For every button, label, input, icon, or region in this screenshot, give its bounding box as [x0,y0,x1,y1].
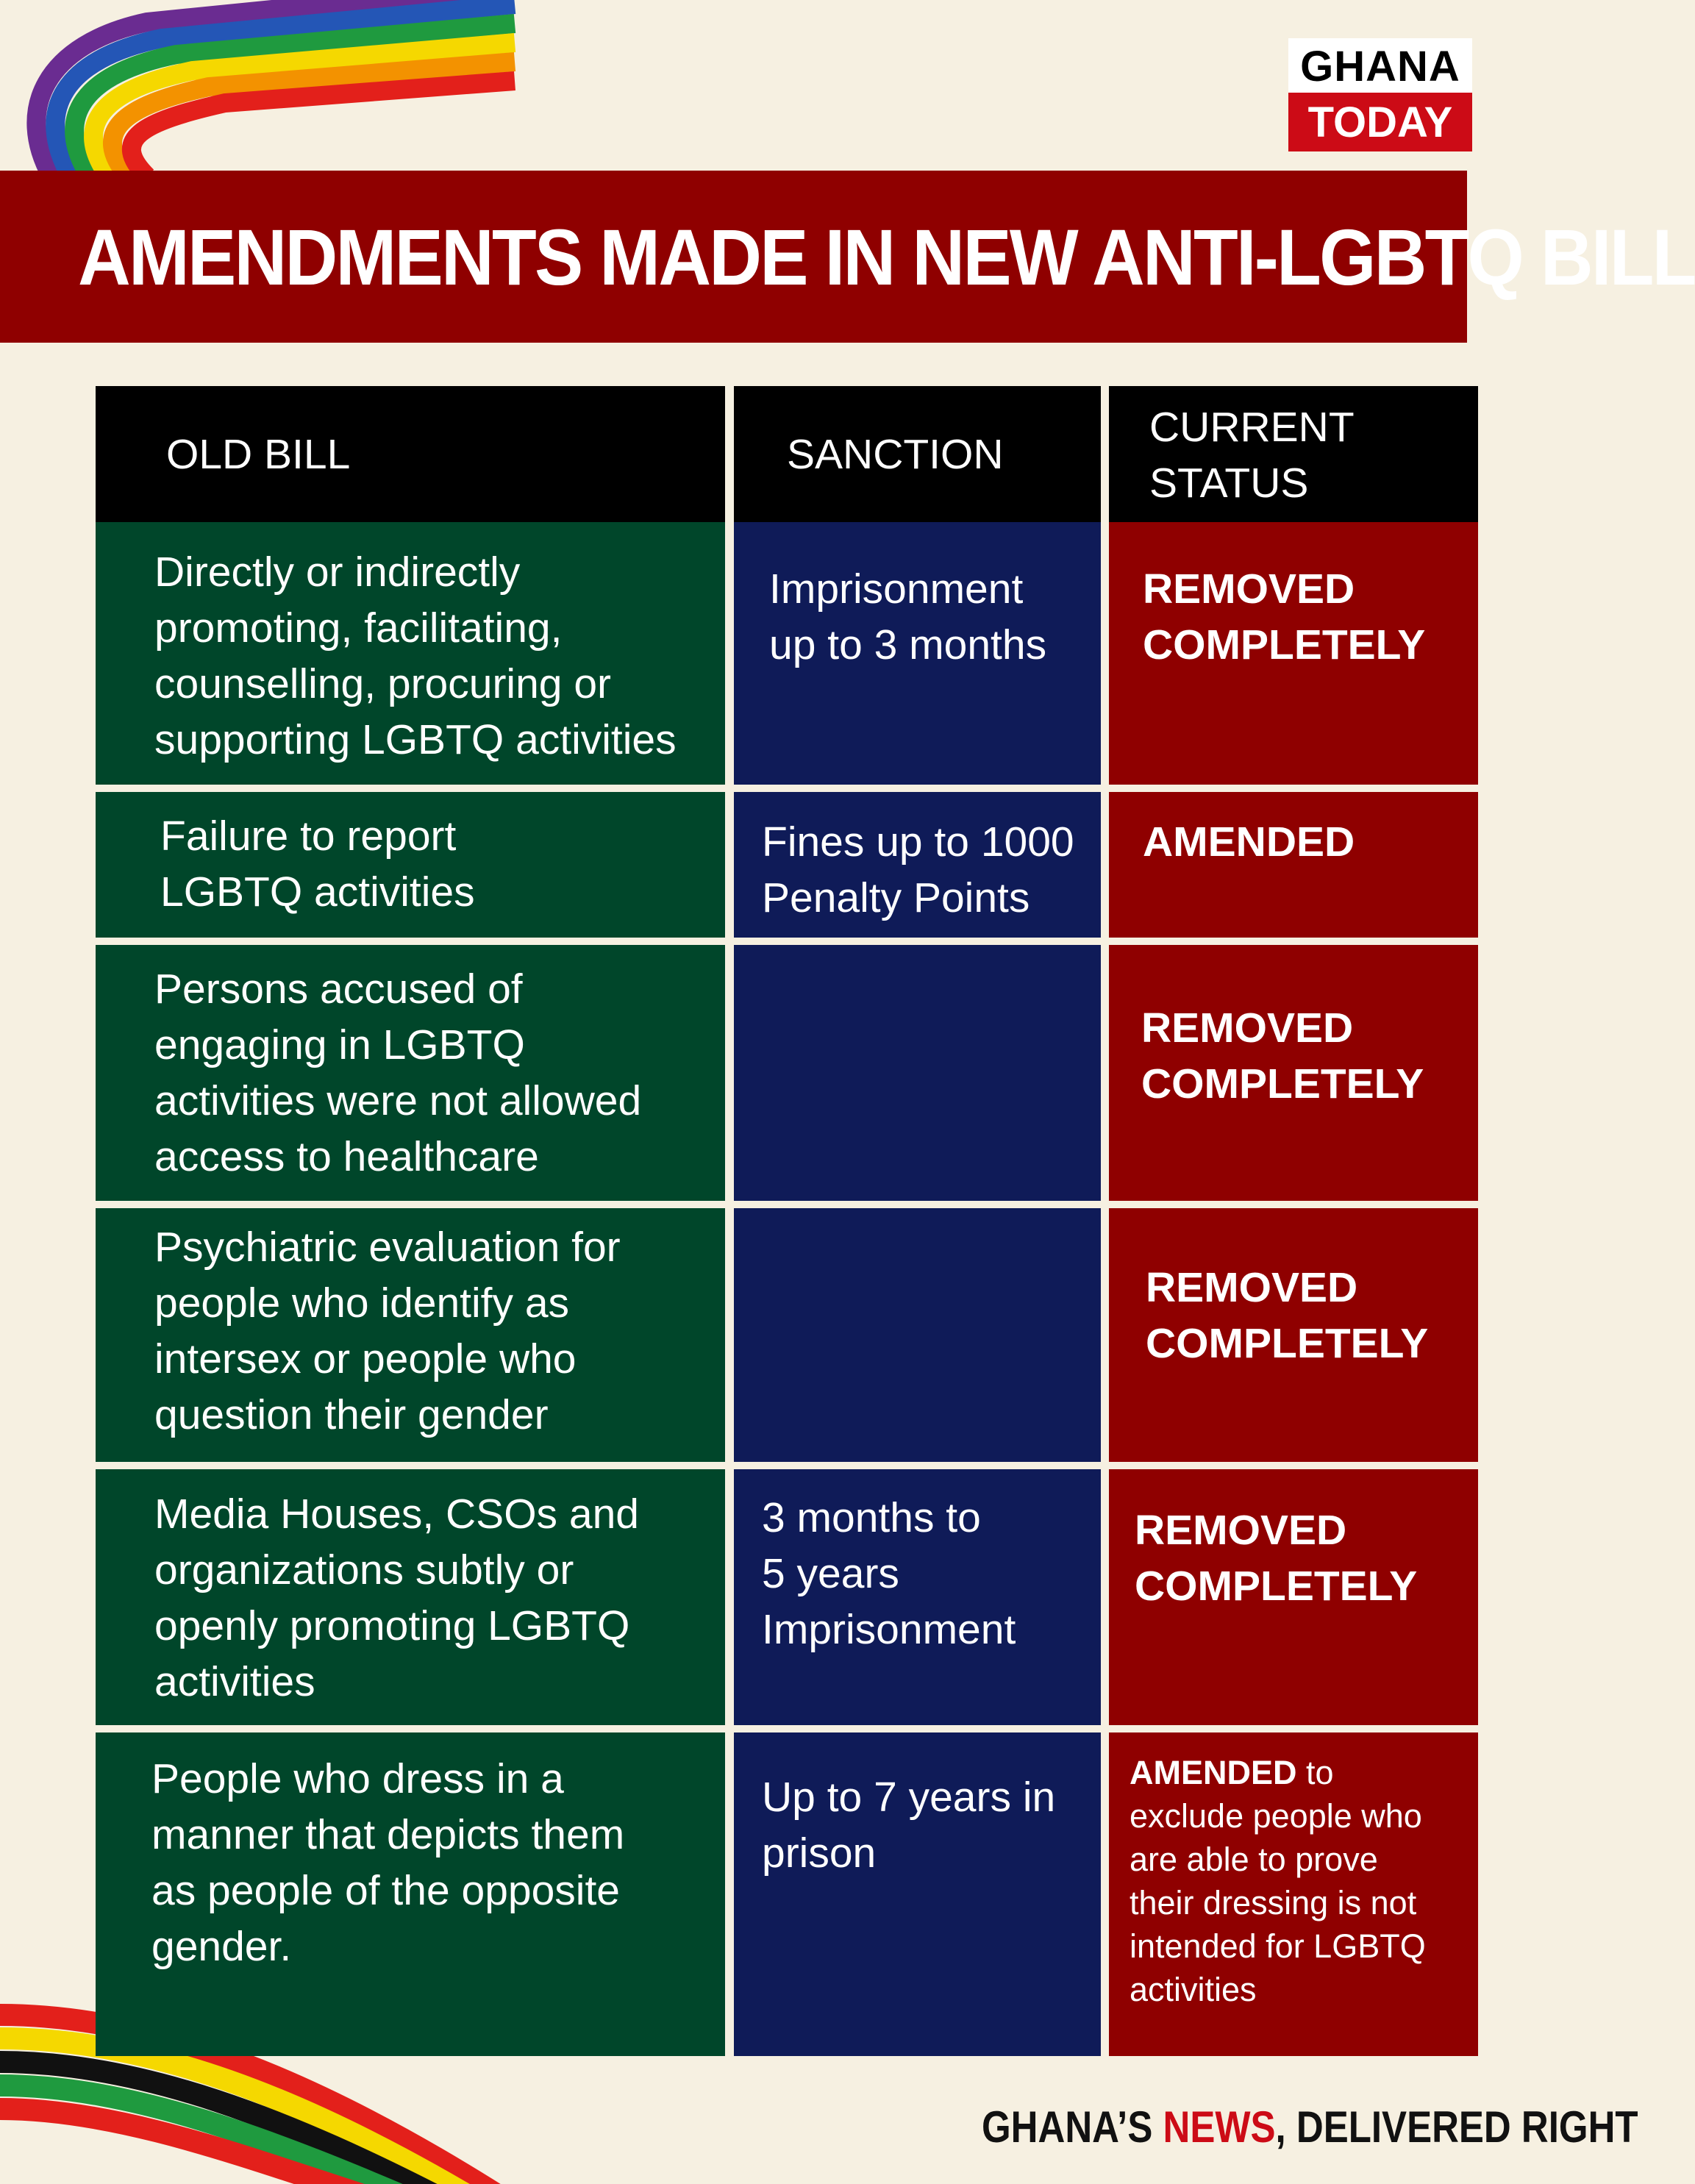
row4-old-bill-line2: people who identify as [154,1280,570,1327]
header-old-bill [96,386,725,522]
row3-old-bill-line3: activities were not allowed [154,1077,642,1124]
tagline-highlight: NEWS [1163,2102,1276,2152]
row6-sanction [734,1732,1101,2056]
row5-status [1109,1469,1478,1725]
row2-status [1109,792,1478,938]
row4-status-line2: COMPLETELY [1146,1320,1429,1367]
row2-sanction-line2: Penalty Points [762,874,1030,921]
row5-status-line1: REMOVED [1135,1507,1347,1554]
row4-status [1109,1208,1478,1462]
row6-status-line3: are able to prove [1130,1841,1378,1878]
row5-old-bill [96,1469,725,1725]
row6-old-bill-line2: manner that depicts them [151,1811,625,1858]
row2-old-bill-line2: LGBTQ activities [160,868,475,916]
row5-old-bill-line4: activities [154,1658,315,1705]
header-status-line2: STATUS [1149,460,1309,507]
row6-status-line5: intended for LGBTQ [1130,1927,1426,1965]
header-current-status [1109,386,1478,522]
row5-sanction-line1: 3 months to [762,1494,981,1541]
row6-sanction-line2: prison [762,1830,877,1877]
header-sanction-label: SANCTION [787,431,1004,478]
row2-sanction-line1: Fines up to 1000 [762,818,1074,866]
row5-old-bill-line2: organizations subtly or [154,1546,574,1594]
row4-old-bill-line1: Psychiatric evaluation for [154,1224,621,1271]
row3-status-line2: COMPLETELY [1141,1060,1424,1107]
rainbow-ribbon-decoration [0,0,515,191]
row3-old-bill-line1: Persons accused of [154,966,523,1013]
row6-status-line1 [1130,1751,1334,1794]
row3-old-bill [96,945,725,1201]
row1-status-line1: REMOVED [1143,565,1355,613]
row2-status-line1: AMENDED [1143,818,1355,866]
row6-old-bill-line4: gender. [151,1923,292,1970]
row6-old-bill [96,1732,725,2056]
page-title: AMENDMENTS MADE IN NEW ANTI-LGBTQ BILL [78,213,1695,301]
row1-old-bill-line4: supporting LGBTQ activities [154,716,677,763]
ghana-today-logo [1288,38,1472,151]
tagline [982,2102,1638,2152]
row6-old-bill-line1: People who dress in a [151,1755,564,1802]
row1-status-line2: COMPLETELY [1143,621,1426,668]
row5-sanction-line2: 5 years [762,1550,899,1597]
row2-old-bill [96,792,725,938]
row6-status-to: to [1296,1754,1334,1791]
row4-sanction [734,1208,1101,1462]
logo-line1: GHANA [1288,38,1472,93]
row6-old-bill-line3: as people of the opposite [151,1867,620,1914]
row1-sanction [734,522,1101,785]
row2-old-bill-line1: Failure to report [160,813,457,860]
header-status-line1: CURRENT [1149,404,1355,451]
row4-old-bill-line3: intersex or people who [154,1335,577,1382]
header-sanction [734,386,1101,522]
row5-old-bill-line3: openly promoting LGBTQ [154,1602,630,1649]
row3-status-line1: REMOVED [1141,1004,1354,1052]
row3-old-bill-line2: engaging in LGBTQ [154,1021,525,1068]
row1-status [1109,522,1478,785]
row6-status-amended: AMENDED [1130,1754,1297,1791]
row4-old-bill [96,1208,725,1462]
row6-status-line6: activities [1130,1971,1257,2008]
tagline-part1: GHANA’S [982,2102,1163,2152]
row5-old-bill-line1: Media Houses, CSOs and [154,1491,639,1538]
tagline-part2: , DELIVERED RIGHT [1275,2102,1638,2152]
row5-sanction [734,1469,1101,1725]
row1-sanction-line1: Imprisonment [769,565,1024,613]
row6-status-line2: exclude people who [1130,1797,1422,1835]
row1-old-bill-line3: counselling, procuring or [154,660,612,707]
row3-status [1109,945,1478,1201]
row2-sanction [734,792,1101,938]
row5-status-line2: COMPLETELY [1135,1563,1418,1610]
header-old-bill-label: OLD BILL [166,431,351,478]
row1-sanction-line2: up to 3 months [769,621,1047,668]
row6-sanction-line1: Up to 7 years in [762,1774,1056,1821]
row1-old-bill-line2: promoting, facilitating, [154,604,563,652]
row3-sanction [734,945,1101,1201]
row3-old-bill-line4: access to healthcare [154,1133,539,1180]
title-banner [0,171,1695,343]
row1-old-bill-line1: Directly or indirectly [154,549,521,596]
row4-old-bill-line4: question their gender [154,1391,549,1438]
logo-line2: TODAY [1288,93,1472,151]
row5-sanction-line3: Imprisonment [762,1606,1016,1653]
row4-status-line1: REMOVED [1146,1264,1358,1311]
row6-status [1109,1732,1478,2056]
row6-status-line4: their dressing is not [1130,1884,1417,1921]
row1-old-bill [96,522,725,785]
